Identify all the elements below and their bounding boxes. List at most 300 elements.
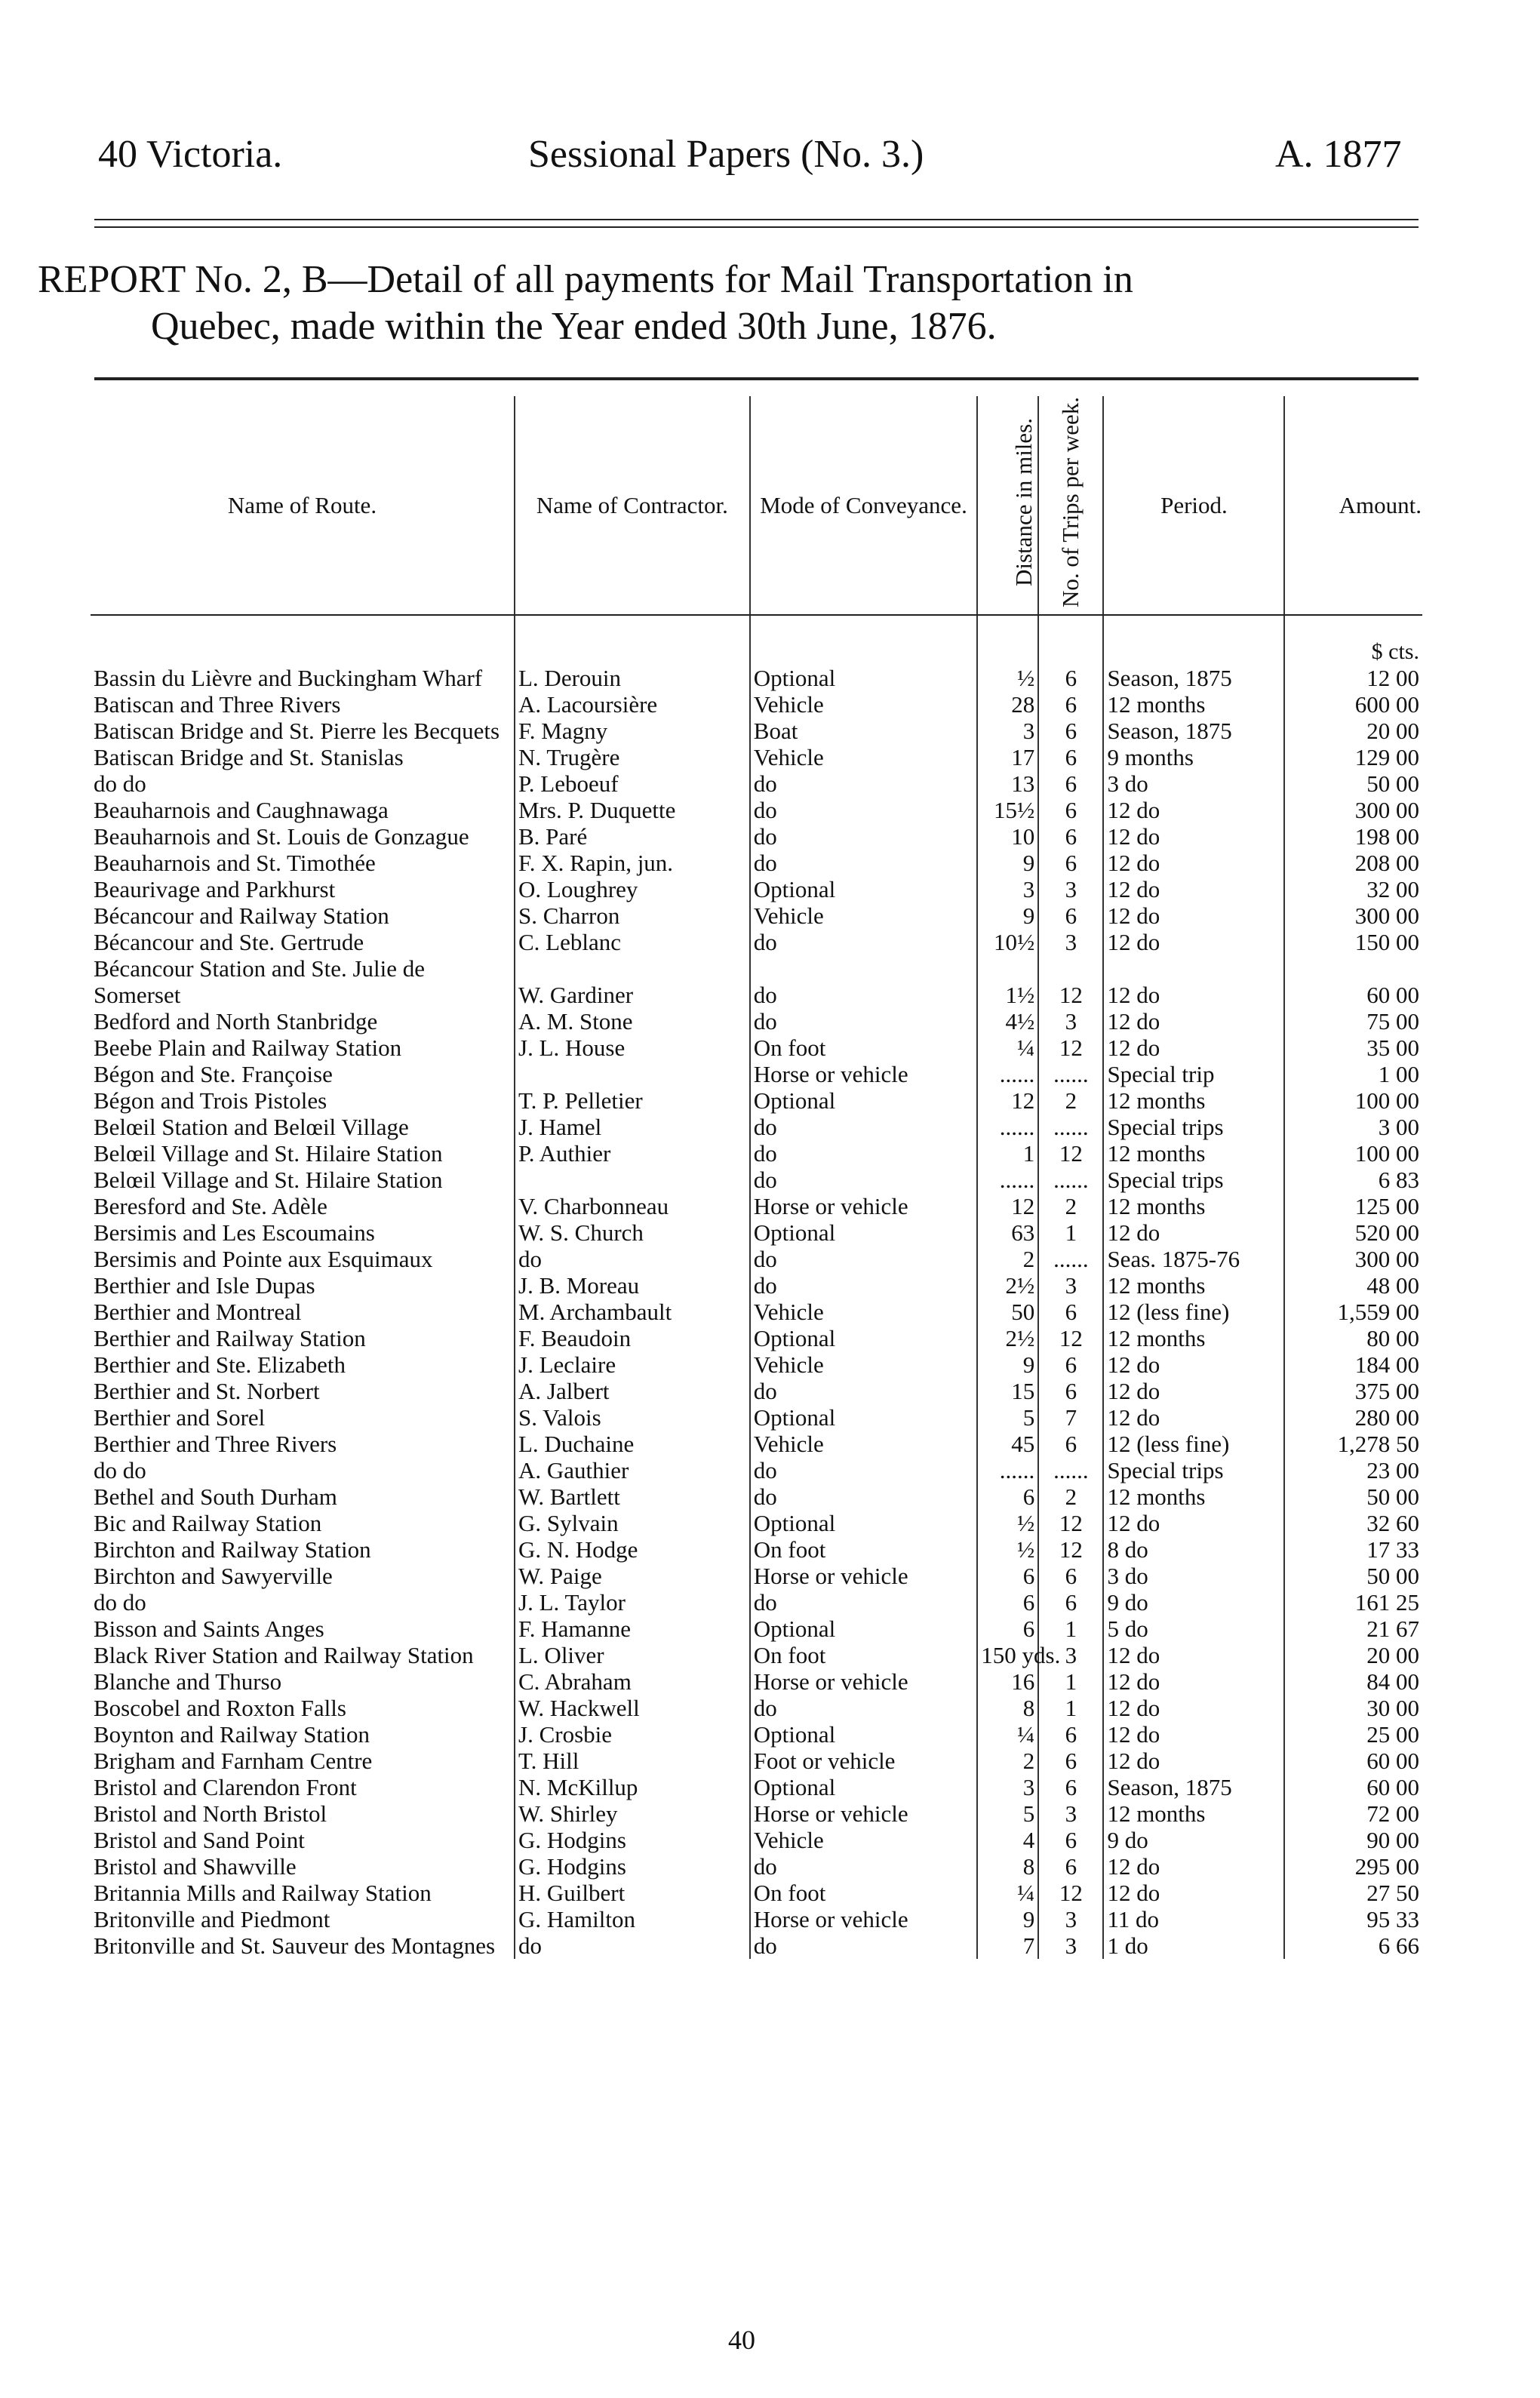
route-cell: Bristol and Clarendon Front: [94, 1774, 357, 1800]
table-row: [91, 1087, 1422, 1114]
trips-cell: 7: [1038, 1404, 1103, 1431]
period-cell: 9 months: [1103, 744, 1284, 770]
contractor-cell: W. Bartlett: [515, 1483, 750, 1510]
mode-cell: Optional: [750, 1325, 978, 1351]
amount-cell: 1 00: [1284, 1061, 1422, 1087]
route-cell: Berthier and St. Norbert: [94, 1378, 320, 1404]
amount-cell: 184 00: [1284, 1351, 1422, 1378]
table-row: [91, 1272, 1422, 1299]
trips-cell: 6: [1038, 1589, 1103, 1616]
distance-cell: 9: [977, 902, 1038, 929]
contractor-cell: Mrs. P. Duquette: [515, 797, 750, 823]
payments-table: [91, 396, 1422, 1959]
distance-cell: 12: [977, 1087, 1038, 1114]
units-row: [91, 615, 1422, 665]
contractor-cell: [515, 1167, 750, 1193]
period-cell: 12 do: [1103, 1695, 1284, 1721]
period-cell: 12 do: [1103, 955, 1284, 1008]
amount-cell: 20 00: [1284, 718, 1422, 744]
trips-cell: 1: [1038, 1695, 1103, 1721]
trips-cell: 6: [1038, 1853, 1103, 1880]
mode-cell: do: [750, 929, 978, 955]
period-cell: Season, 1875: [1103, 718, 1284, 744]
amount-cell: 208 00: [1284, 850, 1422, 876]
period-cell: 12 months: [1103, 1140, 1284, 1167]
mode-cell: do: [750, 1140, 978, 1167]
amount-cell: 125 00: [1284, 1193, 1422, 1219]
trips-cell: 6: [1038, 850, 1103, 876]
route-cell: Bic and Railway Station: [94, 1510, 322, 1536]
trips-cell: 2: [1038, 1087, 1103, 1114]
route-cell: Bersimis and Les Escoumains: [94, 1219, 375, 1246]
period-cell: 12 do: [1103, 1880, 1284, 1906]
mode-cell: Boat: [750, 718, 978, 744]
amount-cell: 25 00: [1284, 1721, 1422, 1748]
amount-cell: 23 00: [1284, 1457, 1422, 1483]
contractor-cell: W. Paige: [515, 1563, 750, 1589]
trips-cell: 1: [1038, 1616, 1103, 1642]
amount-cell: 280 00: [1284, 1404, 1422, 1431]
trips-cell: 3: [1038, 1800, 1103, 1827]
amount-cell: 17 33: [1284, 1536, 1422, 1563]
trips-cell: 12: [1038, 1536, 1103, 1563]
period-cell: Special trips: [1103, 1167, 1284, 1193]
mode-cell: Vehicle: [750, 1827, 978, 1853]
contractor-cell: S. Valois: [515, 1404, 750, 1431]
trips-cell: 6: [1038, 665, 1103, 691]
amount-cell: 72 00: [1284, 1800, 1422, 1827]
mode-cell: Vehicle: [750, 1351, 978, 1378]
mode-cell: do: [750, 823, 978, 850]
period-cell: 12 months: [1103, 1087, 1284, 1114]
mode-cell: Horse or vehicle: [750, 1800, 978, 1827]
period-cell: 3 do: [1103, 1563, 1284, 1589]
route-cell: Bristol and Shawville: [94, 1853, 297, 1880]
trips-cell: 3: [1038, 1906, 1103, 1932]
contractor-cell: S. Charron: [515, 902, 750, 929]
contractor-cell: [515, 1061, 750, 1087]
contractor-cell: N. McKillup: [515, 1774, 750, 1800]
distance-cell: ½: [977, 1536, 1038, 1563]
table-row: [91, 1457, 1422, 1483]
amount-cell: 75 00: [1284, 1008, 1422, 1035]
mode-cell: Horse or vehicle: [750, 1061, 978, 1087]
table-row: [91, 929, 1422, 955]
period-cell: 12 do: [1103, 1510, 1284, 1536]
distance-cell: 6: [977, 1483, 1038, 1510]
contractor-cell: L. Duchaine: [515, 1431, 750, 1457]
distance-cell: 10½: [977, 929, 1038, 955]
period-cell: 12 (less fine): [1103, 1431, 1284, 1457]
period-cell: 3 do: [1103, 770, 1284, 797]
amount-cell: 84 00: [1284, 1668, 1422, 1695]
contractor-cell: A. Gauthier: [515, 1457, 750, 1483]
period-cell: 12 do: [1103, 1668, 1284, 1695]
amount-cell: 80 00: [1284, 1325, 1422, 1351]
trips-cell: ......: [1038, 1114, 1103, 1140]
mode-cell: do: [750, 1457, 978, 1483]
mode-cell: On foot: [750, 1035, 978, 1061]
mode-cell: Horse or vehicle: [750, 1563, 978, 1589]
route-cell: Bristol and Sand Point: [94, 1827, 305, 1853]
route-cell: Beaurivage and Parkhurst: [94, 876, 336, 902]
contractor-cell: do: [515, 1246, 750, 1272]
route-cell: Britonville and St. Sauveur des Montagnes: [94, 1932, 496, 1959]
amount-cell: 198 00: [1284, 823, 1422, 850]
mode-cell: Optional: [750, 1774, 978, 1800]
period-cell: 12 months: [1103, 1193, 1284, 1219]
trips-cell: 1: [1038, 1668, 1103, 1695]
contractor-cell: L. Derouin: [515, 665, 750, 691]
distance-cell: 4: [977, 1827, 1038, 1853]
contractor-cell: W. Shirley: [515, 1800, 750, 1827]
trips-cell: 6: [1038, 691, 1103, 718]
table-row: [91, 1299, 1422, 1325]
route-cell: Bécancour and Railway Station: [94, 902, 389, 929]
distance-cell: 7: [977, 1932, 1038, 1959]
trips-cell: 12: [1038, 1035, 1103, 1061]
table-row: [91, 876, 1422, 902]
mode-cell: do: [750, 1853, 978, 1880]
header-left: 40 Victoria.: [98, 133, 283, 176]
trips-cell: 12: [1038, 1880, 1103, 1906]
distance-cell: 2½: [977, 1325, 1038, 1351]
contractor-cell: M. Archambault: [515, 1299, 750, 1325]
mode-cell: do: [750, 1114, 978, 1140]
distance-cell: 15½: [977, 797, 1038, 823]
period-cell: 12 do: [1103, 1853, 1284, 1880]
trips-cell: 6: [1038, 1563, 1103, 1589]
distance-cell: ¼: [977, 1721, 1038, 1748]
amount-cell: 50 00: [1284, 770, 1422, 797]
period-cell: 12 months: [1103, 1483, 1284, 1510]
trips-cell: 6: [1038, 1827, 1103, 1853]
table-row: [91, 1563, 1422, 1589]
route-cell: Blanche and Thurso: [94, 1668, 282, 1695]
period-cell: 12 do: [1103, 797, 1284, 823]
mode-cell: On foot: [750, 1642, 978, 1668]
mode-cell: Vehicle: [750, 1299, 978, 1325]
route-cell: Bethel and South Durham: [94, 1483, 337, 1510]
mode-cell: do: [750, 1378, 978, 1404]
trips-cell: 2: [1038, 1483, 1103, 1510]
period-cell: 12 do: [1103, 1404, 1284, 1431]
route-cell: Berthier and Railway Station: [94, 1325, 366, 1351]
table-row: [91, 1351, 1422, 1378]
route-cell: Belœil Station and Belœil Village: [94, 1114, 409, 1140]
trips-cell: 6: [1038, 1378, 1103, 1404]
table-row: [91, 1510, 1422, 1536]
contractor-cell: O. Loughrey: [515, 876, 750, 902]
table-header-row: [91, 396, 1422, 615]
mode-cell: do: [750, 1483, 978, 1510]
table-row: [91, 718, 1422, 744]
trips-cell: 6: [1038, 902, 1103, 929]
distance-cell: 8: [977, 1695, 1038, 1721]
trips-cell: 3: [1038, 1932, 1103, 1959]
mode-cell: Optional: [750, 1404, 978, 1431]
route-cell: Brigham and Farnham Centre: [94, 1748, 373, 1774]
route-cell: Boscobel and Roxton Falls: [94, 1695, 346, 1721]
mode-cell: Optional: [750, 1510, 978, 1536]
mode-cell: do: [750, 850, 978, 876]
contractor-cell: F. Hamanne: [515, 1616, 750, 1642]
distance-cell: 28: [977, 691, 1038, 718]
amount-cell: 300 00: [1284, 797, 1422, 823]
amount-cell: 95 33: [1284, 1906, 1422, 1932]
amount-cell: 295 00: [1284, 1853, 1422, 1880]
trips-cell: 6: [1038, 1351, 1103, 1378]
trips-cell: 6: [1038, 797, 1103, 823]
table-row: [91, 1246, 1422, 1272]
period-cell: 12 (less fine): [1103, 1299, 1284, 1325]
table-row: [91, 1827, 1422, 1853]
mode-cell: Foot or vehicle: [750, 1748, 978, 1774]
trips-cell: 6: [1038, 1721, 1103, 1748]
table-row: [91, 955, 1422, 1008]
contractor-cell: J. Hamel: [515, 1114, 750, 1140]
route-cell: Berthier and Three Rivers: [94, 1431, 337, 1457]
period-cell: 12 do: [1103, 876, 1284, 902]
mode-cell: Vehicle: [750, 744, 978, 770]
amount-cell: 50 00: [1284, 1563, 1422, 1589]
distance-cell: 8: [977, 1853, 1038, 1880]
distance-cell: 2: [977, 1748, 1038, 1774]
route-cell: Berthier and Sorel: [94, 1404, 266, 1431]
contractor-cell: G. Hodgins: [515, 1827, 750, 1853]
period-cell: Special trips: [1103, 1457, 1284, 1483]
table-row: [91, 1140, 1422, 1167]
distance-cell: 2½: [977, 1272, 1038, 1299]
table-row: [91, 1431, 1422, 1457]
mode-cell: do: [750, 1272, 978, 1299]
period-cell: 12 do: [1103, 1378, 1284, 1404]
amount-cell: 6 66: [1284, 1932, 1422, 1959]
route-cell: Berthier and Ste. Elizabeth: [94, 1351, 346, 1378]
period-cell: 12 do: [1103, 823, 1284, 850]
header-rule-bottom: [94, 226, 1419, 228]
amount-cell: 32 00: [1284, 876, 1422, 902]
table-row: [91, 770, 1422, 797]
amount-cell: 300 00: [1284, 1246, 1422, 1272]
mode-cell: do: [750, 1167, 978, 1193]
amount-cell: 30 00: [1284, 1695, 1422, 1721]
trips-cell: 6: [1038, 1774, 1103, 1800]
mode-cell: do: [750, 797, 978, 823]
amount-cell: 150 00: [1284, 929, 1422, 955]
col-contractor: Name of Contractor.: [515, 396, 750, 615]
mode-cell: Vehicle: [750, 902, 978, 929]
contractor-cell: C. Abraham: [515, 1668, 750, 1695]
distance-cell: 45: [977, 1431, 1038, 1457]
contractor-cell: G. Hodgins: [515, 1853, 750, 1880]
distance-cell: 6: [977, 1589, 1038, 1616]
distance-cell: ......: [977, 1167, 1038, 1193]
table-row: [91, 1906, 1422, 1932]
period-cell: 1 do: [1103, 1932, 1284, 1959]
mode-cell: On foot: [750, 1880, 978, 1906]
contractor-cell: J. Leclaire: [515, 1351, 750, 1378]
route-cell: Bécancour and Ste. Gertrude: [94, 929, 364, 955]
table-row: [91, 1219, 1422, 1246]
table-row: [91, 1642, 1422, 1668]
distance-cell: 16: [977, 1668, 1038, 1695]
route-cell: Beresford and Ste. Adèle: [94, 1193, 327, 1219]
trips-cell: 12: [1038, 1325, 1103, 1351]
distance-cell: 17: [977, 744, 1038, 770]
table-row: [91, 1536, 1422, 1563]
amount-units: $ cts.: [1284, 615, 1422, 665]
distance-cell: ½: [977, 1510, 1038, 1536]
col-trips: No. of Trips per week.: [1038, 396, 1103, 615]
route-cell: Bégon and Ste. Françoise: [94, 1061, 333, 1087]
distance-cell: 6: [977, 1563, 1038, 1589]
distance-cell: 63: [977, 1219, 1038, 1246]
period-cell: 9 do: [1103, 1589, 1284, 1616]
amount-cell: 60 00: [1284, 955, 1422, 1008]
distance-cell: 10: [977, 823, 1038, 850]
amount-cell: 300 00: [1284, 902, 1422, 929]
amount-cell: 1,559 00: [1284, 1299, 1422, 1325]
table-row: [91, 1880, 1422, 1906]
distance-cell: ¼: [977, 1880, 1038, 1906]
title-line-1: REPORT No. 2, B—Detail of all payments for Mail Transportation in: [38, 258, 1133, 301]
mode-cell: do: [750, 1695, 978, 1721]
contractor-cell: T. Hill: [515, 1748, 750, 1774]
contractor-cell: W. Hackwell: [515, 1695, 750, 1721]
route-cell: Birchton and Sawyerville: [94, 1563, 333, 1589]
distance-cell: 5: [977, 1404, 1038, 1431]
title-line-2: Quebec, made within the Year ended 30th June, 1876.: [151, 305, 997, 348]
contractor-cell: B. Paré: [515, 823, 750, 850]
contractor-cell: J. Crosbie: [515, 1721, 750, 1748]
amount-cell: 60 00: [1284, 1748, 1422, 1774]
contractor-cell: P. Leboeuf: [515, 770, 750, 797]
table-row: [91, 850, 1422, 876]
report-title: [38, 257, 1419, 350]
contractor-cell: A. M. Stone: [515, 1008, 750, 1035]
contractor-cell: P. Authier: [515, 1140, 750, 1167]
route-cell: Boynton and Railway Station: [94, 1721, 370, 1748]
amount-cell: 100 00: [1284, 1087, 1422, 1114]
table-row: [91, 1695, 1422, 1721]
route-cell: Berthier and Montreal: [94, 1299, 302, 1325]
trips-cell: 6: [1038, 1431, 1103, 1457]
route-cell: Bedford and North Stanbridge: [94, 1008, 378, 1035]
contractor-cell: G. Sylvain: [515, 1510, 750, 1536]
route-cell: do do: [94, 1457, 146, 1483]
distance-cell: 9: [977, 850, 1038, 876]
amount-cell: 27 50: [1284, 1880, 1422, 1906]
amount-cell: 90 00: [1284, 1827, 1422, 1853]
period-cell: Special trip: [1103, 1061, 1284, 1087]
trips-cell: 3: [1038, 876, 1103, 902]
distance-cell: 15: [977, 1378, 1038, 1404]
mode-cell: Optional: [750, 1219, 978, 1246]
contractor-cell: F. Beaudoin: [515, 1325, 750, 1351]
amount-cell: 60 00: [1284, 1774, 1422, 1800]
trips-cell: 2: [1038, 1193, 1103, 1219]
table-row: [91, 823, 1422, 850]
route-cell: Berthier and Isle Dupas: [94, 1272, 315, 1299]
table-row: [91, 1193, 1422, 1219]
table-row: [91, 1008, 1422, 1035]
distance-cell: 4½: [977, 1008, 1038, 1035]
table-row: [91, 1035, 1422, 1061]
trips-cell: ......: [1038, 1457, 1103, 1483]
table-row: [91, 1774, 1422, 1800]
table-row: [91, 1589, 1422, 1616]
table-row: [91, 1800, 1422, 1827]
period-cell: Season, 1875: [1103, 1774, 1284, 1800]
table-row: [91, 902, 1422, 929]
period-cell: 12 months: [1103, 1272, 1284, 1299]
contractor-cell: G. Hamilton: [515, 1906, 750, 1932]
distance-cell: 9: [977, 1906, 1038, 1932]
amount-cell: 520 00: [1284, 1219, 1422, 1246]
distance-cell: 6: [977, 1616, 1038, 1642]
distance-cell: 3: [977, 718, 1038, 744]
mode-cell: do: [750, 1008, 978, 1035]
period-cell: 12 do: [1103, 1219, 1284, 1246]
contractor-cell: J. B. Moreau: [515, 1272, 750, 1299]
contractor-cell: W. S. Church: [515, 1219, 750, 1246]
route-cell: Batiscan and Three Rivers: [94, 691, 341, 718]
route-cell: Beebe Plain and Railway Station: [94, 1035, 402, 1061]
table-row: [91, 1853, 1422, 1880]
distance-cell: ......: [977, 1457, 1038, 1483]
table-top-rule: [94, 377, 1419, 380]
mode-cell: do: [750, 1932, 978, 1959]
route-cell: Beauharnois and St. Louis de Gonzague: [94, 823, 469, 850]
table-row: [91, 1167, 1422, 1193]
table-row: [91, 797, 1422, 823]
trips-cell: 6: [1038, 1299, 1103, 1325]
amount-cell: 3 00: [1284, 1114, 1422, 1140]
mode-cell: do: [750, 770, 978, 797]
table-row: [91, 1616, 1422, 1642]
distance-cell: 1: [977, 1140, 1038, 1167]
contractor-cell: H. Guilbert: [515, 1880, 750, 1906]
route-cell: Batiscan Bridge and St. Stanislas: [94, 744, 404, 770]
table-row: [91, 665, 1422, 691]
amount-cell: 48 00: [1284, 1272, 1422, 1299]
mode-cell: Horse or vehicle: [750, 1193, 978, 1219]
period-cell: 12 months: [1103, 1325, 1284, 1351]
period-cell: 5 do: [1103, 1616, 1284, 1642]
trips-cell: 12: [1038, 1510, 1103, 1536]
mode-cell: Vehicle: [750, 1431, 978, 1457]
trips-cell: 12: [1038, 1140, 1103, 1167]
table-row: [91, 1404, 1422, 1431]
contractor-cell: W. Gardiner: [515, 955, 750, 1008]
period-cell: 12 do: [1103, 1721, 1284, 1748]
table-row: [91, 1483, 1422, 1510]
route-cell: Beauharnois and Caughnawaga: [94, 797, 389, 823]
distance-cell: ¼: [977, 1035, 1038, 1061]
col-distance: Distance in miles.: [977, 396, 1038, 615]
distance-cell: 9: [977, 1351, 1038, 1378]
route-cell: Beauharnois and St. Timothée: [94, 850, 376, 876]
table-row: [91, 1932, 1422, 1959]
period-cell: 9 do: [1103, 1827, 1284, 1853]
period-cell: 12 do: [1103, 1008, 1284, 1035]
trips-cell: 3: [1038, 929, 1103, 955]
page-number: 40: [728, 2325, 755, 2355]
route-cell: Birchton and Railway Station: [94, 1536, 371, 1563]
period-cell: 12 do: [1103, 929, 1284, 955]
trips-cell: 6: [1038, 718, 1103, 744]
